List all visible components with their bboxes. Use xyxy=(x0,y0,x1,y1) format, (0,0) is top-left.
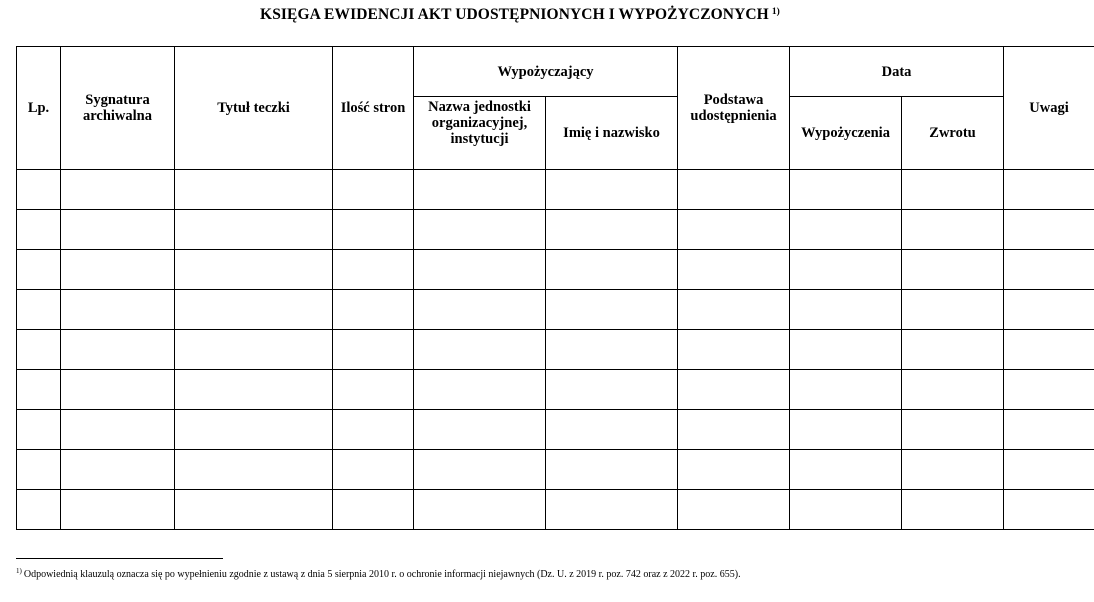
header-tytul: Tytuł teczki xyxy=(175,47,333,170)
table-cell[interactable] xyxy=(902,210,1004,250)
table-cell[interactable] xyxy=(175,330,333,370)
footnote xyxy=(16,567,741,580)
table-cell[interactable] xyxy=(61,370,175,410)
table-cell[interactable] xyxy=(61,490,175,530)
table-cell[interactable] xyxy=(333,370,414,410)
table-cell[interactable] xyxy=(61,290,175,330)
table-cell[interactable] xyxy=(1004,490,1094,530)
table-cell[interactable] xyxy=(175,290,333,330)
table-cell[interactable] xyxy=(790,330,902,370)
table-row xyxy=(17,290,1094,330)
table-row xyxy=(17,250,1094,290)
table-cell[interactable] xyxy=(902,290,1004,330)
table-cell[interactable] xyxy=(17,370,61,410)
table-cell[interactable] xyxy=(790,290,902,330)
table-cell[interactable] xyxy=(61,170,175,210)
table-cell[interactable] xyxy=(333,170,414,210)
table-cell[interactable] xyxy=(175,410,333,450)
table-cell[interactable] xyxy=(678,450,790,490)
header-uwagi: Uwagi xyxy=(1004,47,1094,170)
table-cell[interactable] xyxy=(902,410,1004,450)
table-cell[interactable] xyxy=(1004,170,1094,210)
table-cell[interactable] xyxy=(175,210,333,250)
table-cell[interactable] xyxy=(678,210,790,250)
table-cell[interactable] xyxy=(546,250,678,290)
table-cell[interactable] xyxy=(1004,290,1094,330)
table-cell[interactable] xyxy=(17,490,61,530)
table-row xyxy=(17,170,1094,210)
table-cell[interactable] xyxy=(790,210,902,250)
header-lp: Lp. xyxy=(17,47,61,170)
table-cell[interactable] xyxy=(414,370,546,410)
table-row xyxy=(17,490,1094,530)
table-cell[interactable] xyxy=(678,290,790,330)
header-podstawa: Podstawa udostępnienia xyxy=(678,47,790,170)
table-cell[interactable] xyxy=(678,250,790,290)
table-cell[interactable] xyxy=(333,290,414,330)
header-data: Data xyxy=(790,47,1004,97)
table-cell[interactable] xyxy=(17,410,61,450)
table-cell[interactable] xyxy=(333,250,414,290)
table-row xyxy=(17,330,1094,370)
table-cell[interactable] xyxy=(1004,330,1094,370)
table-cell[interactable] xyxy=(678,170,790,210)
table-cell[interactable] xyxy=(17,450,61,490)
document-title xyxy=(0,6,1040,24)
table-cell[interactable] xyxy=(17,250,61,290)
table-cell[interactable] xyxy=(902,170,1004,210)
header-wypozyczenia: Wypożyczenia xyxy=(790,97,902,170)
table-cell[interactable] xyxy=(902,370,1004,410)
table-cell[interactable] xyxy=(61,450,175,490)
table-cell[interactable] xyxy=(17,210,61,250)
table-cell[interactable] xyxy=(414,490,546,530)
header-imie-nazwisko: Imię i nazwisko xyxy=(546,97,678,170)
table-cell[interactable] xyxy=(414,330,546,370)
footnote-separator xyxy=(16,558,223,559)
table-cell[interactable] xyxy=(333,490,414,530)
header-wypozyczajacy: Wypożyczający xyxy=(414,47,678,97)
table-cell[interactable] xyxy=(790,170,902,210)
table-cell[interactable] xyxy=(790,410,902,450)
table-row xyxy=(17,410,1094,450)
table-cell[interactable] xyxy=(61,410,175,450)
table-cell[interactable] xyxy=(333,330,414,370)
table-cell[interactable] xyxy=(1004,370,1094,410)
table-cell[interactable] xyxy=(414,410,546,450)
table-cell[interactable] xyxy=(546,370,678,410)
table-cell[interactable] xyxy=(17,170,61,210)
table-cell[interactable] xyxy=(1004,210,1094,250)
table-cell[interactable] xyxy=(175,450,333,490)
table-cell[interactable] xyxy=(546,170,678,210)
table-cell[interactable] xyxy=(414,170,546,210)
table-cell[interactable] xyxy=(414,250,546,290)
table-cell[interactable] xyxy=(546,410,678,450)
table-cell[interactable] xyxy=(17,330,61,370)
table-cell[interactable] xyxy=(678,410,790,450)
table-cell[interactable] xyxy=(333,450,414,490)
table-cell[interactable] xyxy=(678,490,790,530)
table-cell[interactable] xyxy=(790,250,902,290)
table-cell[interactable] xyxy=(175,170,333,210)
table-cell[interactable] xyxy=(333,410,414,450)
title-footnote-ref: 1) xyxy=(771,7,780,17)
table-cell[interactable] xyxy=(790,490,902,530)
table-cell[interactable] xyxy=(902,490,1004,530)
table-cell[interactable] xyxy=(902,250,1004,290)
table-cell[interactable] xyxy=(790,450,902,490)
title-text: KSIĘGA EWIDENCJI AKT UDOSTĘPNIONYCH I WYPOŻYCZONYCH xyxy=(260,6,769,23)
table-cell[interactable] xyxy=(1004,250,1094,290)
footnote-marker: 1) xyxy=(16,567,22,575)
ledger-body xyxy=(17,170,1094,530)
table-cell[interactable] xyxy=(17,290,61,330)
table-cell[interactable] xyxy=(546,450,678,490)
table-cell[interactable] xyxy=(546,210,678,250)
table-cell[interactable] xyxy=(175,370,333,410)
table-row xyxy=(17,370,1094,410)
footnote-text: Odpowiednią klauzulą oznacza się po wypełnieniu zgodnie z ustawą z dnia 5 sierpnia 2010 r. o ochronie informacji niejawnych (Dz. U. z 2019 r. poz. 742 oraz z 2022 r. poz. 655). xyxy=(23,569,741,580)
header-sygnatura: Sygnatura archiwalna xyxy=(61,47,175,170)
table-cell[interactable] xyxy=(790,370,902,410)
header-nazwa-jednostki: Nazwa jednostki organizacyjnej, instytucji xyxy=(414,97,546,170)
header-zwrotu: Zwrotu xyxy=(902,97,1004,170)
table-cell[interactable] xyxy=(175,250,333,290)
table-cell[interactable] xyxy=(546,330,678,370)
table-cell[interactable] xyxy=(546,490,678,530)
ledger-table xyxy=(16,46,1094,530)
table-cell[interactable] xyxy=(61,330,175,370)
header-ilosc-stron: Ilość stron xyxy=(333,47,414,170)
table-row xyxy=(17,450,1094,490)
table-cell[interactable] xyxy=(678,370,790,410)
table-row xyxy=(17,210,1094,250)
table-cell[interactable] xyxy=(61,250,175,290)
table-cell[interactable] xyxy=(1004,450,1094,490)
table-cell[interactable] xyxy=(61,210,175,250)
table-cell[interactable] xyxy=(414,290,546,330)
table-cell[interactable] xyxy=(902,450,1004,490)
table-cell[interactable] xyxy=(546,290,678,330)
table-cell[interactable] xyxy=(333,210,414,250)
table-cell[interactable] xyxy=(678,330,790,370)
table-cell[interactable] xyxy=(1004,410,1094,450)
table-cell[interactable] xyxy=(902,330,1004,370)
table-cell[interactable] xyxy=(414,450,546,490)
table-cell[interactable] xyxy=(414,210,546,250)
table-cell[interactable] xyxy=(175,490,333,530)
